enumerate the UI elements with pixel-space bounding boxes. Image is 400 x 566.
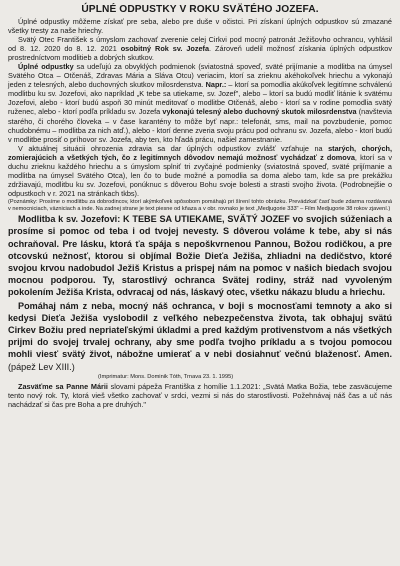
prayer-paragraph-2 <box>8 300 392 373</box>
sick-highlight: starých, chorých, zomierajúcich a všetkých tých, čo z legitímnych dôvodov nemajú možnosť vychádzať z domova <box>8 143 393 162</box>
conditions-text-2: – ktorí sa pomodlia akúkoľvek legitímne schválenú modlitbu ku sv. Jozefovi, ako napríklad „K tebe sa utiekame, sv. Jozef", alebo – ktorí sa budú modliť litánie k svätému Jozefovi, alebo - ktorí budú aspoň 30 minút meditovať o modlitbe Otčenáš, alebo - ktorí sa v rodine pomodlia svätý ruženec, alebo - ktorí podľa príkladu sv. Jozefa <box>8 80 392 117</box>
conditions-text-1: sa udeľujú za obvyklých podmienok (sviatostná spoveď, sväté prijímanie a modlitba na úmysel Svätého Otca – Otčenáš, Zdravas Mária a Sláva Otcu) veriacim, ktorí sa zrieknu akéhokoľvek hriechu a vykonajú jeden z telesných, alebo duchovných skutkov milosrdenstva. <box>8 62 392 90</box>
sick-elderly-paragraph <box>8 144 392 198</box>
jubilee-text-2: . Zároveň udelil možnosť získania úplných odpustkov prostredníctvom modlitieb a dobrých skutkov. <box>8 44 392 63</box>
consecration-highlight: Zasväťme sa Panne Márii <box>18 381 108 391</box>
jubilee-year-paragraph <box>8 35 392 62</box>
prayer-text-1: vo svojich súženiach a prosíme si pomoc od teba i od tvojej nevesty. S dôverou voláme k tebe, aby si nás ochraňoval. Pre lásku, ktorá ťa spája s nepoškvrnenou Pannou, Božou rodičkou, a pre otcovskú nežnosť, ktorou si objímal Božie Dieťa Ježiša, zhliadni na dedičstvo, ktoré svojou krvou nadobudol Ježiš Kristus a prispej nám na pomoc v našich biedach svojou mocnou podporou. Ty, starostlivý ochranca Svätej rodiny, stráž nad vyvoleným pokolením Ježiša Krista, odvracaj od nás, láskavý otec, všetku nákazu bludu a hriechu. <box>8 214 392 298</box>
sick-text-1: V aktuálnej situácii ohrozenia zdravia sa dar úplných odpustkov zvlášť vzťahuje na <box>18 143 329 153</box>
prayer-heading: Modlitba k sv. Jozefovi: K TEBE SA UTIEKAME, SVÄTÝ JOZEF <box>18 214 290 225</box>
intro-paragraph <box>8 17 392 35</box>
conditions-highlight: Úplné odpustky <box>18 62 74 72</box>
prayer-text-2: Pomáhaj nám z neba, mocný náš ochranca, v boji s mocnosťami temnoty a ako si kedysi Dieťa Ježiša vyslobodil z veľkého nebezpečenstva života, tak obhajuj svätú Cirkev Božiu pred nepriateľskými úkladmi a pred každým protivenstvom a nás všetkých prijmi do svojej trvalej ochrany, aby sme podľa tvojho príkladu a s tvojou pomocou mohli viesť svätý život, nábožne umierať a v nebi dosiahnuť večnú blaženosť. Amen. <box>8 300 392 360</box>
conditions-text-3: (navštevia starého, či chorého človeka – v čase karantény to môže byť napr.: telefonát, sms, mail na povzbudenie, pomoc chudobnému – modlitba za nich atď.), alebo - ktorí denne zveria svoju prácu pod ochranu sv. Jozefa, alebo - ktorí budú v modlitbe prosiť o príhovor sv. Jozefa, aby ten, kto hľadá prácu, našiel zamestnanie. <box>8 107 392 144</box>
sick-text-2: , ktorí sa v duchu zrieknu každého hriechu a s úmyslom splniť tri zvyčajné podmienky (sviatostná spoveď, sväté prijímanie a modlitba na úmysel Svätého Otca), len čo to bude možné a pomodlia sa doma alebo tam, kde sa pre prekážku zdržiavajú, modlitbu ku sv. Jozefovi, ponúknuc s dôverou Bohu svoje bolesti a strasti svojho života. (Podrobnejšie o odpustkoch v r. 2021 na stránkach tkbs). <box>8 152 392 198</box>
mercy-works-highlight: vykonajú telesný alebo duchovný skutok milosrdenstva <box>162 107 357 117</box>
page-title: ÚPLNÉ ODPUSTKY V ROKU SVÄTÉHO JOZEFA. <box>81 4 319 15</box>
consecration-paragraph <box>8 382 392 409</box>
jubilee-text-1: Svätý Otec František s úmyslom zachovať zverenie celej Cirkvi pod mocný patronát Ježišovho ochrancu, vyhlásil od 8. 12. 2020 do 8. 12. 2021 <box>8 35 392 54</box>
conditions-paragraph <box>8 62 392 143</box>
consecration-text: slovami pápeža Františka z homílie 1.1.2021: „Svätá Matka Božia, tebe zasväcujeme tento nový rok. Ty, ktorá vieš všetko zachovať v srdci, vezmi si nás do starostlivosti. Požehnávaj náš čas a uč nás nachádzať si čas pre Boha a pre druhých." <box>8 381 393 409</box>
examples-label: Napr.: <box>205 80 227 90</box>
imprimatur-credit: (Imprimatur: Mons. Dominik Tóth, Trnava 23. 1. 1995) <box>98 373 234 380</box>
prayer-attribution: (pápež Lev XIII.) <box>8 361 75 372</box>
prayer-paragraph-1 <box>8 213 392 298</box>
footnote: (Poznámky: Prosíme o modlitbu za dobrodincov, ktorí akýmkoľvek spôsobom pomáhajú pri šírení tohto obrázku. Prevádzkať časť bude zdarma rozdávaná v nemocniciach, väzniciach a inde. Na zadnej strane je text piesne od kňaza a v obr. rovnako je text „Medjugorie 333" – Film Medjugorie 38 rokov zjavení.) <box>8 198 392 212</box>
intro-text: Úplné odpustky môžeme získať pre seba, alebo pre duše v očistci. Pri získaní úplných odpustkov sú zmazané všetky tresty za naše hriechy. <box>8 17 392 36</box>
jubilee-highlight: osobitný Rok sv. Jozefa <box>120 44 210 54</box>
